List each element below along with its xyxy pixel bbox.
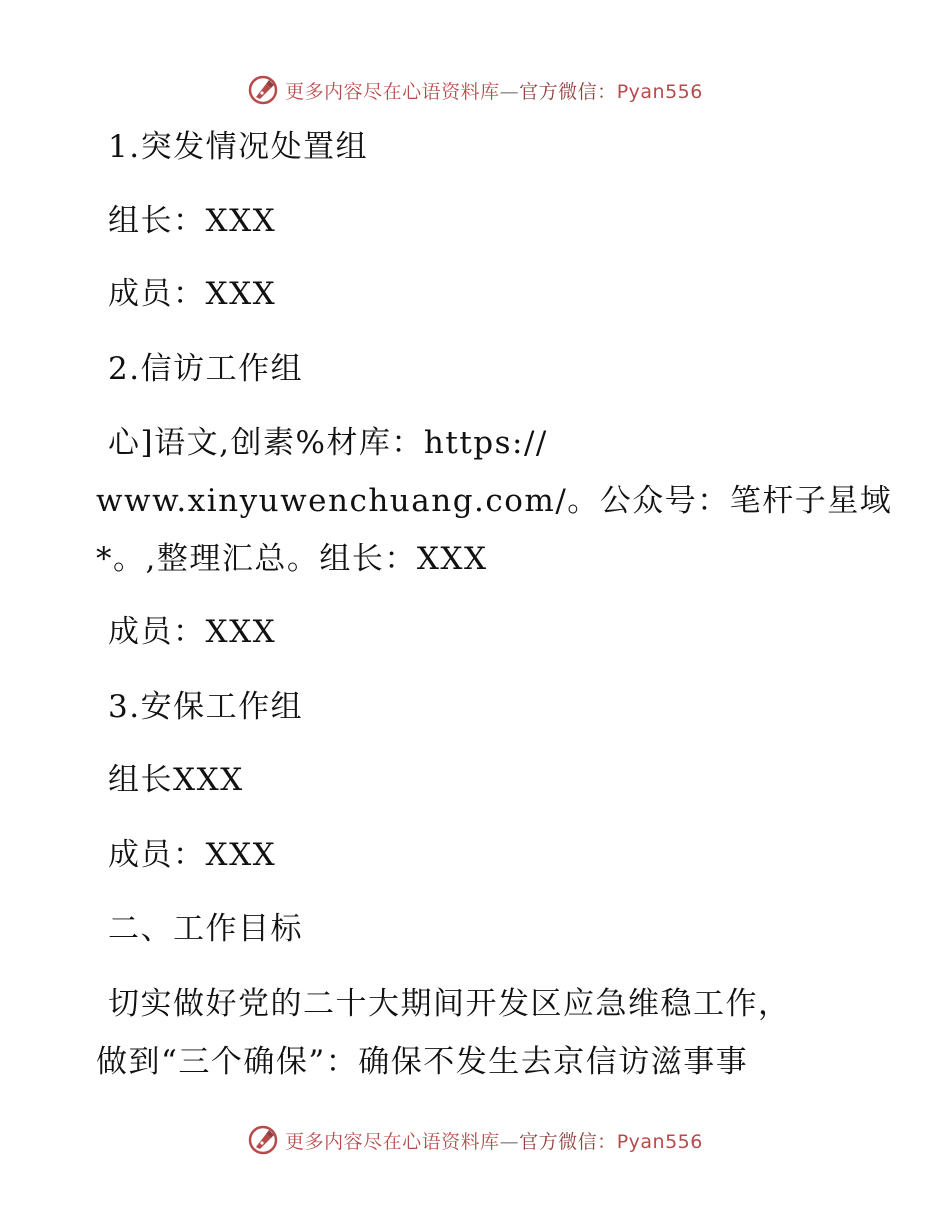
body-line: 成员：XXX xyxy=(108,837,277,873)
body-line: 成员：XXX xyxy=(108,614,277,650)
body-line: 组长：XXX xyxy=(108,203,277,239)
banner-text xyxy=(285,1127,703,1154)
body-line: 做到“三个确保”：确保不发生去京信访滋事事 xyxy=(96,1044,749,1080)
banner-dash: — xyxy=(499,80,520,103)
banner-wechat-id: Pyan556 xyxy=(616,80,703,103)
section-heading: 1.突发情况处置组 xyxy=(108,129,369,165)
pen-nib-logo-icon xyxy=(247,1124,279,1156)
body-line: *。,整理汇总。组长：XXX xyxy=(96,541,488,577)
footer-banner xyxy=(0,1120,950,1160)
banner-dash: — xyxy=(499,1130,520,1153)
banner-wechat-id: Pyan556 xyxy=(616,1130,703,1153)
body-line: 切实做好党的二十大期间开发区应急维稳工作， xyxy=(108,986,791,1022)
banner-main-text: 更多内容尽在心语资料库 xyxy=(285,80,500,103)
banner-wechat-label: 官方微信： xyxy=(519,80,617,103)
section-heading: 2.信访工作组 xyxy=(108,351,304,387)
footer-banner-inner xyxy=(247,1124,703,1156)
body-line: 组长XXX xyxy=(108,762,244,798)
body-line: 成员：XXX xyxy=(108,276,277,312)
section-heading: 二、工作目标 xyxy=(108,911,303,947)
banner-main-text: 更多内容尽在心语资料库 xyxy=(285,1130,500,1153)
banner-wechat-label: 官方微信： xyxy=(519,1130,617,1153)
body-line: www.xinyuwenchuang.com/。公众号：笔杆子星域 xyxy=(96,483,893,519)
body-line: 心]语文,创素%材库：https:// xyxy=(108,425,548,461)
section-heading: 3.安保工作组 xyxy=(108,689,304,725)
